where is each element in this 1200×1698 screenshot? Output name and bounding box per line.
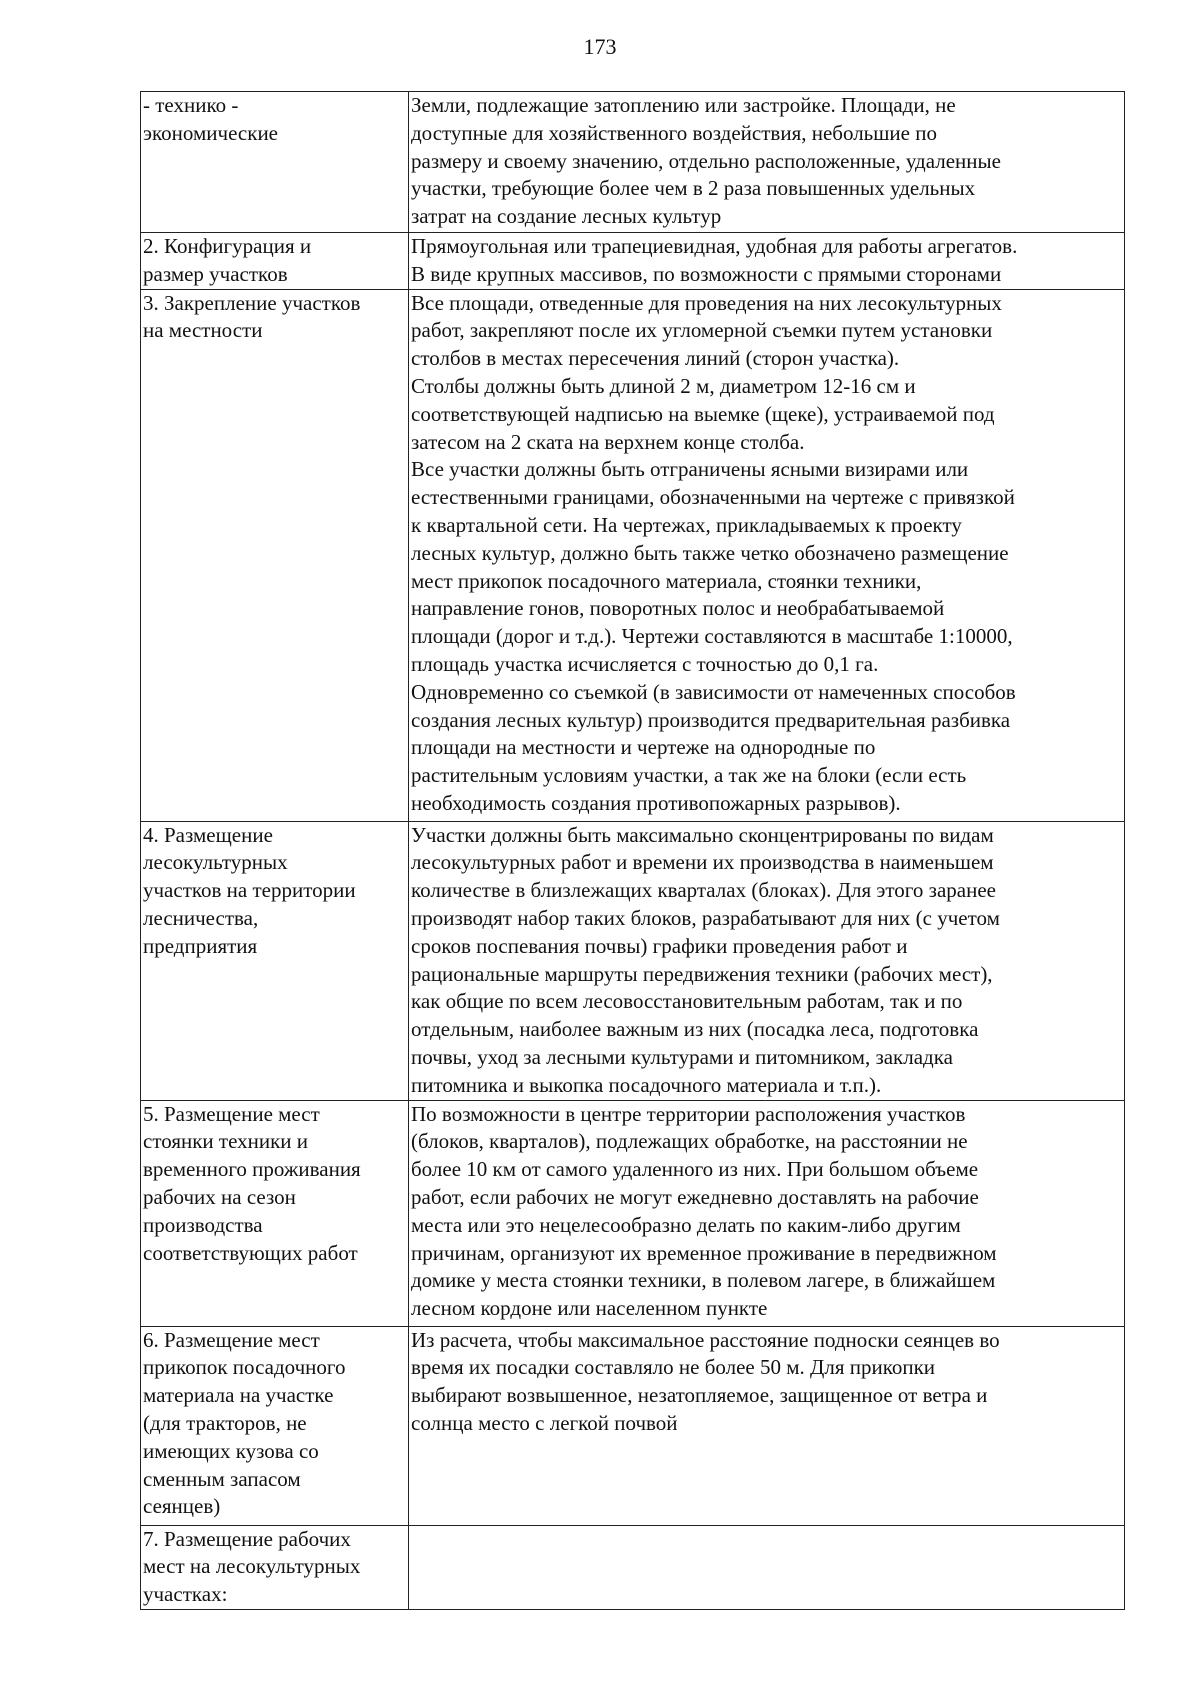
row-text: Участки должны быть максимально сконцентрированы по видам лесокультурных работ и времени их производства в наименьшем количестве в близлежащих кварталах (блоках). Для этого заранее производят набор таких блоков, разрабатывают для них (с учетом сроков поспевания почвы) графики проведения работ и рациональные маршруты передвижения техники (рабочих мест), как общие по всем лесовосстановительным работам, так и по отдельным, наиболее важным из них (посадка леса, подготовка почвы, уход за лесными культурами и питомником, закладка питомника и выкопка посадочного материала и т.п.). <box>409 821 1125 1100</box>
table-row <box>141 233 1125 290</box>
row-text: По возможности в центре территории расположения участков (блоков, кварталов), подлежащих обработке, на расстоянии не более 10 км от самого удаленного из них. При большом объеме работ, если рабочих не могут ежедневно доставлять на рабочие места или это нецелесообразно делать по каким-либо другим причинам, организуют их временное проживание в передвижном домике у места стоянки техники, в полевом лагере, в ближайшем лесном кордоне или населенном пункте <box>409 1100 1125 1326</box>
row-label: 3. Закрепление участков на местности <box>141 289 409 821</box>
page-number: 173 <box>583 34 617 59</box>
row-text: Из расчета, чтобы максимальное расстояние подноски сеянцев во время их посадки составляло не более 50 м. Для прикопки выбирают возвышенное, незатопляемое, защищенное от ветра и солнца место с легкой почвой <box>409 1326 1125 1525</box>
row-label: 6. Размещение мест прикопок посадочного материала на участке (для тракторов, не имеющих кузова со сменным запасом сеянцев) <box>141 1326 409 1525</box>
table-row <box>141 1100 1125 1326</box>
row-label: 2. Конфигурация и размер участков <box>141 233 409 290</box>
row-text <box>409 1525 1125 1609</box>
row-text: Земли, подлежащие затоплению или застройке. Площади, не доступные для хозяйственного воздействия, небольшие по размеру и своему значению, отдельно расположенные, удаленные участки, требующие более чем в 2 раза повышенных удельных затрат на создание лесных культур <box>409 92 1125 233</box>
table-row <box>141 1525 1125 1609</box>
row-label: 4. Размещение лесокультурных участков на территории лесничества, предприятия <box>141 821 409 1100</box>
row-label: 7. Размещение рабочих мест на лесокультурных участках: <box>141 1525 409 1609</box>
row-label: - технико - экономические <box>141 92 409 233</box>
table-row <box>141 289 1125 821</box>
row-text: Прямоугольная или трапециевидная, удобная для работы агрегатов. В виде крупных массивов, по возможности с прямыми сторонами <box>409 233 1125 290</box>
requirements-table <box>140 91 1125 1610</box>
table-row <box>141 1326 1125 1525</box>
row-text: Все площади, отведенные для проведения на них лесокультурных работ, закрепляют после их угломерной съемки путем установки столбов в местах пересечения линий (сторон участка). Столбы должны быть длиной 2 м, диаметром 12-16 см и соответствующей надписью на выемке (щеке), устраиваемой под затесом на 2 ската на верхнем конце столба. Все участки должны быть отграничены ясными визирами или естественными границами, обозначенными на чертеже с привязкой к квартальной сети. На чертежах, прикладываемых к проекту лесных культур, должно быть также четко обозначено размещение мест прикопок посадочного материала, стоянки техники, направление гонов, поворотных полос и необрабатываемой площади (дорог и т.д.). Чертежи составляются в масштабе 1:10000, площадь участка исчисляется с точностью до 0,1 га. Одновременно со съемкой (в зависимости от намеченных способов создания лесных культур) производится предварительная разбивка площади на местности и чертеже на однородные по растительным условиям участки, а так же на блоки (если есть необходимость создания противопожарных разрывов). <box>409 289 1125 821</box>
row-label: 5. Размещение мест стоянки техники и временного проживания рабочих на сезон производства соответствующих работ <box>141 1100 409 1326</box>
table-row <box>141 92 1125 233</box>
table-row <box>141 821 1125 1100</box>
